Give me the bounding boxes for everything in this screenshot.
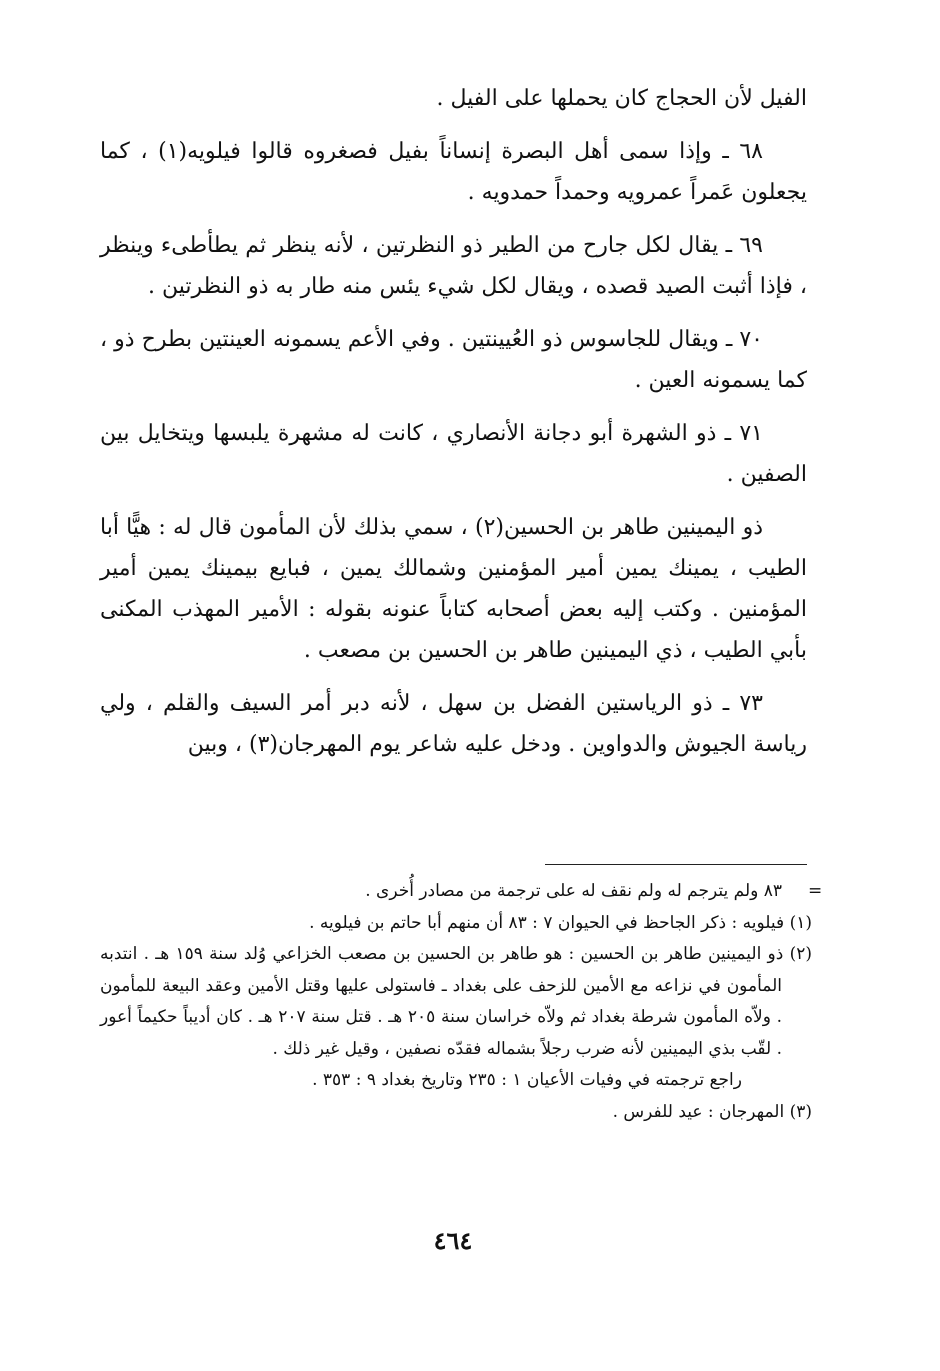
continuation-marker: = bbox=[808, 881, 823, 901]
footnotes bbox=[100, 876, 812, 1128]
paragraph-73: ٧٣ ـ ذو الرياستين الفضل بن سهل ، لأنه دبر أمر السيف والقلم ، ولي رياسة الجيوش والدواوين . ودخل عليه شاعر يوم المهرجان(٣) ، وبين bbox=[100, 691, 807, 757]
footnote-divider bbox=[545, 864, 807, 865]
footnote-3: (٣) المهرجان : عيد للفرس . bbox=[612, 1101, 812, 1122]
page-number: ٤٦٤ bbox=[433, 1226, 473, 1255]
footnote-2-reference: راجع ترجمته في وفيات الأعيان ١ : ٢٣٥ وتاريخ بغداد ٩ : ٣٥٣ . bbox=[312, 1070, 742, 1090]
paragraph-71: ٧١ ـ ذو الشهرة أبو دجانة الأنصاري ، كانت له مشهرة يلبسها ويتخايل بين الصفين . bbox=[100, 421, 807, 487]
paragraph-continuation: الفيل لأن الحجاج كان يحملها على الفيل . bbox=[436, 86, 807, 111]
paragraph-70: ٧٠ ـ ويقال للجاسوس ذو العُيينتين . وفي الأعم يسمونه العينتين بطرح ذو ، كما يسمونه العين . bbox=[100, 327, 807, 393]
paragraph-69: ٦٩ ـ يقال لكل جارح من الطير ذو النظرتين ، لأنه ينظر ثم يطأطىء وينظر ، فإذا أثبت الصيد قصده ، ويقال لكل شيء يئس منه طار به ذو النظرتين . bbox=[100, 233, 807, 299]
main-text bbox=[100, 78, 807, 777]
footnote-continued: ٨٣ ولم يترجم له ولم نقف له على ترجمة من مصادر أُخرى . bbox=[365, 881, 782, 901]
paragraph-68: ٦٨ ـ وإذا سمى أهل البصرة إنساناً بفيل فصغروه قالوا فيلويه(١) ، كما يجعلون عَمراً عمرويه وحمداً حمدويه . bbox=[100, 139, 807, 205]
paragraph-72: ذو اليمينين طاهر بن الحسين(٢) ، سمي بذلك لأن المأمون قال له : هيًّا أبا الطيب ، يمينك يمين أمير المؤمنين وشمالك يمين ، فبايع بيمينك يمين أمير المؤمنين . وكتب إليه بعض أصحابه كتاباً عنونه بقوله : الأمير المهذب المكنى بأبي الطيب ، ذي اليمينين طاهر بن الحسين بن مصعب . bbox=[100, 515, 807, 663]
footnote-1: (١) فيلويه : ذكر الجاحظ في الحيوان ٧ : ٨٣ أن منهم أبا حاتم بن فيلويه . bbox=[309, 912, 812, 933]
footnote-2: (٢) ذو اليمينين طاهر بن الحسين : هو طاهر بن الحسين بن مصعب الخزاعي وُلد سنة ١٥٩ هـ . انتدبه المأمون في نزاعه مع الأمين للزحف على بغداد ـ فاستولى عليها وقتل الأمين وعقد البيعة للمأمون . ولاّه المأمون شرطة بغداد ثم ولاّه خراسان سنة ٢٠٥ هـ . قتل سنة ٢٠٧ هـ . كان أديباً حكيماً أعور . لقّب بذي اليمينين لأنه ضرب رجلاً بشماله فقدّه نصفين ، وقيل غير ذلك . bbox=[100, 944, 812, 1059]
